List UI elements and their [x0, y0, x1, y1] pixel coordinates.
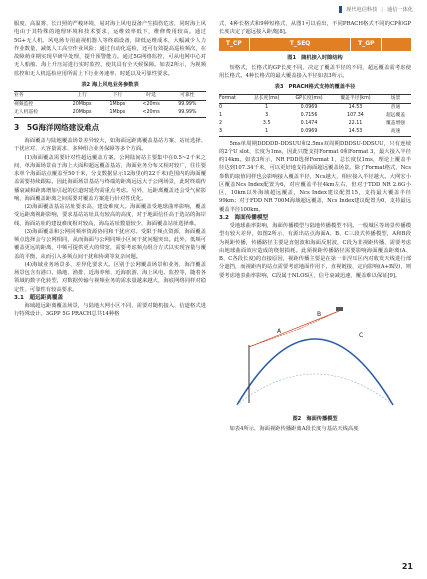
table-3-header: GP长度(ms) — [287, 94, 331, 103]
table-row — [219, 112, 411, 120]
segment-a-label: A — [277, 327, 282, 335]
section-3-1-heading: 3.1 超远距离覆盖 — [14, 294, 64, 301]
table-cell: 14.53 — [348, 104, 363, 110]
table-cell: 1 — [219, 112, 223, 118]
table-cell: <20ms — [142, 102, 160, 107]
section-3-2-heading: 3.2 海面传播模型 — [219, 214, 269, 221]
header-separator: | — [381, 6, 384, 13]
slot-end-segment — [382, 38, 411, 51]
table-cell: 3.5 — [262, 120, 271, 126]
right-paragraph-1: 式，4种长格式和9种短格式，从图1可以看出，不同PRACH格式不同的CP和GP长度决定了超远接入距离[8]。 — [219, 21, 411, 36]
left-column — [14, 20, 206, 319]
figure-1-caption: 图1 随机接入时隙结构 — [287, 54, 343, 61]
random-access-slot-figure — [219, 38, 411, 51]
table-cell: 0 — [219, 104, 223, 110]
left-paragraph-6: (4)海域业务场景多，差异化要求大。区别于公网覆盖场景和业务，海洋覆盖场景包含有港口、锚地、渔排、近海养殖、近海旅游、海上风电、监控等，随着各领域的数字化转型，对数据传输与视频业务的需求量越来越大，海底网络同样对稳定性、可靠性有较高要求。 — [14, 261, 206, 293]
table-cell: 高速 — [380, 128, 411, 137]
table-2-header: 时延 — [133, 92, 168, 101]
right-paragraph-2: 短格式，长格式的GP长度不同，决定了覆盖半径的不同，超远覆盖需考虑使用长格式。4种长格式的最大覆盖接入半径如表3所示。 — [219, 64, 411, 79]
section-3-heading: 3 5G海洋网络建设难点 — [14, 123, 100, 132]
table-2-header: 下行 — [101, 92, 133, 101]
slot-gp-segment: T_GP — [351, 38, 382, 51]
table-3-header: 覆盖半径(km) — [331, 94, 380, 103]
table-cell: 1Mbps — [101, 109, 133, 118]
header-accent-bar — [339, 6, 342, 13]
table-row — [219, 128, 411, 137]
table-cell: 1Mbps — [109, 102, 126, 107]
table-cell: 普通 — [390, 104, 401, 110]
right-paragraph-5: 如表4所示，海面视距传播距离A段长度与基站天线高度 — [229, 426, 359, 433]
table-cell: 超远覆盖 — [385, 112, 406, 118]
direct-ray — [249, 311, 339, 347]
table-3-caption: 表3 PRACH格式支持的覆盖半径 — [274, 84, 356, 91]
left-paragraph-2: 海面覆盖与陆地覆盖场景差异较大，如海面远距离覆盖基站方案、站址选择、干扰应对、大容量需求、多种组合业务保障等多个方面。 — [14, 138, 206, 153]
table-cell: 3 — [219, 128, 246, 137]
table-3-header: 场景 — [380, 94, 411, 103]
table-cell: 视频监控 — [14, 102, 34, 107]
inner-curve — [237, 374, 393, 405]
segment-b-label: B — [317, 310, 322, 318]
right-paragraph-4: 受地球曲率影响，海面传播模型与陆地传播模型不同。一般城区等场景传播模型有较大差异，如图2所示，有源出站点海面A、B、C三段式传播模型，A和B段为视距传播，传播路径主要是直射波和海面反射波，C段为非视距传播，需要考虑由地球曲面效应造成的绕射损耗。此须视距传播路径需要影响海面覆盖距离(A、B、C各段长度)的直接原因，视距传播主要是在第一菲涅耳区内对收发天线进行部分遮挡，而视距内的站点需要考虑地面作用下，直视链接，定向影响(A+B段)，则要考虑地表曲率影响，C段属于NLOS区，信号衰减迅速，覆盖难以保证[9]。 — [219, 223, 411, 279]
table-2 — [14, 91, 206, 118]
table-cell: 0.1474 — [300, 120, 318, 126]
table-cell: 107.34 — [347, 112, 364, 118]
slot-seq-segment: T_SEQ — [250, 38, 352, 51]
table-cell: 99.99% — [169, 109, 206, 118]
sea-propagation-diagram — [219, 283, 411, 408]
page-number: 21 — [401, 562, 413, 571]
table-cell: 3 — [265, 112, 269, 118]
table-cell: 覆盖增强 — [385, 120, 406, 126]
segment-c-label: C — [359, 331, 364, 339]
left-paragraph-7: 海域超远距离覆盖场景，与陆地大网小区不同，需要对随机接入、信道格式进行特殊设计。3GPP 5G PRACH总共14种格 — [14, 303, 206, 318]
table-cell: 1 — [265, 104, 269, 110]
table-row — [219, 120, 411, 128]
right-paragraph-3: 5ms单周期DDDDD-DDSUU和2.5ms双周期DDDSU-DDSUU，只有连续的2个U slot，长度为1ms，因此只能支持Format 0和Format 3，最大接入半径约14km。如表3所示，NR FDD选择Format 1，总长度仅1ms，理论上覆盖半径达到107.34千米，可以更好地支持海面超远覆盖场景。除了Format格式，Ncs参数的取值同样也会影响接入覆盖半径，Ncs越大，相应接入半径越大。大网宏小区覆盖Ncs Index配置为6，对应覆盖半径4km左右，但对于TDD NR 2.6G小区，10km以外海域超远覆盖，Ncs Index建议配置15，支持最大覆盖半径99km；对于FDD NR 700M海域超远覆盖，Ncs Index建议配置为0，支持最远覆盖半径100km。 — [219, 140, 411, 213]
ship-icon — [336, 307, 343, 311]
figure-2-caption: 图2 海面传播模型 — [292, 416, 338, 422]
right-column — [219, 20, 411, 434]
table-3-header: Format — [219, 94, 246, 103]
table-cell: 1 — [246, 128, 287, 137]
table-cell: 0.0969 — [287, 128, 331, 137]
table-2-header: 可靠性 — [169, 92, 206, 101]
table-row — [14, 109, 206, 118]
table-row — [14, 101, 206, 110]
table-2-header: 业务 — [14, 92, 63, 101]
left-paragraph-3: (1)海面覆盖需要针对性超远覆盖方案。公网陆间站主要集中在0.5~2千米之间，单海面场景由于海上大面积超远覆盖基站，海面业务分布又相对较广，往往要求单个海面站点覆盖至50千米，分支数据显示12海里(约22千米)范围内的海面覆盖需要持续跟踪。因此海面场景基站与终端的距离远远大于公网场景，此时终端传播衰减和距离增加引起的信道时延均需重点考虑。另外，远距离覆盖还会受气候影响，海面覆盖距离之间需要对覆盖方案进行针对性优化。 — [14, 154, 206, 202]
header-section: 通信一体化 — [387, 7, 413, 13]
header-magazine: 现代电信科技 — [346, 7, 378, 13]
table-cell: 20Mbps — [72, 102, 92, 107]
running-header — [339, 6, 413, 13]
table-cell: 无人机巡检 — [14, 109, 63, 118]
table-3 — [219, 94, 411, 137]
table-3-header: 总长度(ms) — [246, 94, 287, 103]
table-cell: 14.53 — [331, 128, 380, 137]
table-cell: 0.0969 — [300, 104, 318, 110]
slot-cp-segment: T_CP — [219, 38, 250, 51]
table-2-header: 上行 — [63, 92, 101, 101]
left-paragraph-4: (2)海面覆盖基站站址要求高，建设难度大。海面覆盖受地球曲率影响，覆盖受远距离视距影响，要求基站站址具有较高的高度，对于地面信任高于选站的海岸线，海面站址的建设难度相对较高，海岛站址数量较少，海面覆盖站址选择难。 — [14, 204, 206, 227]
table-cell: 22.11 — [348, 120, 363, 126]
table-cell: <20ms — [133, 109, 168, 118]
table-cell: 99.99% — [178, 102, 197, 107]
table-row — [219, 103, 411, 112]
earth-curvature-arc — [237, 339, 393, 405]
table-cell: 20Mbps — [63, 109, 101, 118]
table-cell: 0.7156 — [300, 112, 318, 118]
left-paragraph-5: (3)海面覆盖和公网同频率资源协同和干扰应对。受限于频点资源，海面覆盖频点选择会与公网相同，从而海面与公网同频小区间干扰问题突出。此外，低频可覆盖更远的距离，中频可提供更大的带宽，需要考虑频点组合方式以实现容量与覆盖的平衡，从而引入多频点间干扰和协调等复杂问题。 — [14, 228, 206, 260]
table-cell: 2 — [219, 120, 223, 126]
left-paragraph-1: 服度、高温雾、长日照的严峻环境，易对海上风电设备产生损伤危害，同时海上风电由于其特殊的地理环境和技术要求，运维效率低下，维修费用较高。通过5G+无人机、风电场专用前视机器人等终端设备，降低运维成本，大幅减少人力作业数量，减低人工高空作业风险；通过自动化巡检，还可有效提高巡检频次，在故障萌芽期实现早研早处理，提升预警能力。通过5G网络监控，可从电网中心对无人船舶、海上升压站进行实时监控，使其具有全天候保障。如表2所示，为视频监控和无人机巡检应用所需上下行业务速率、时延以及可靠性要求。 — [14, 21, 206, 77]
table-2-caption: 表2 海上风电业务参数表 — [81, 81, 139, 88]
